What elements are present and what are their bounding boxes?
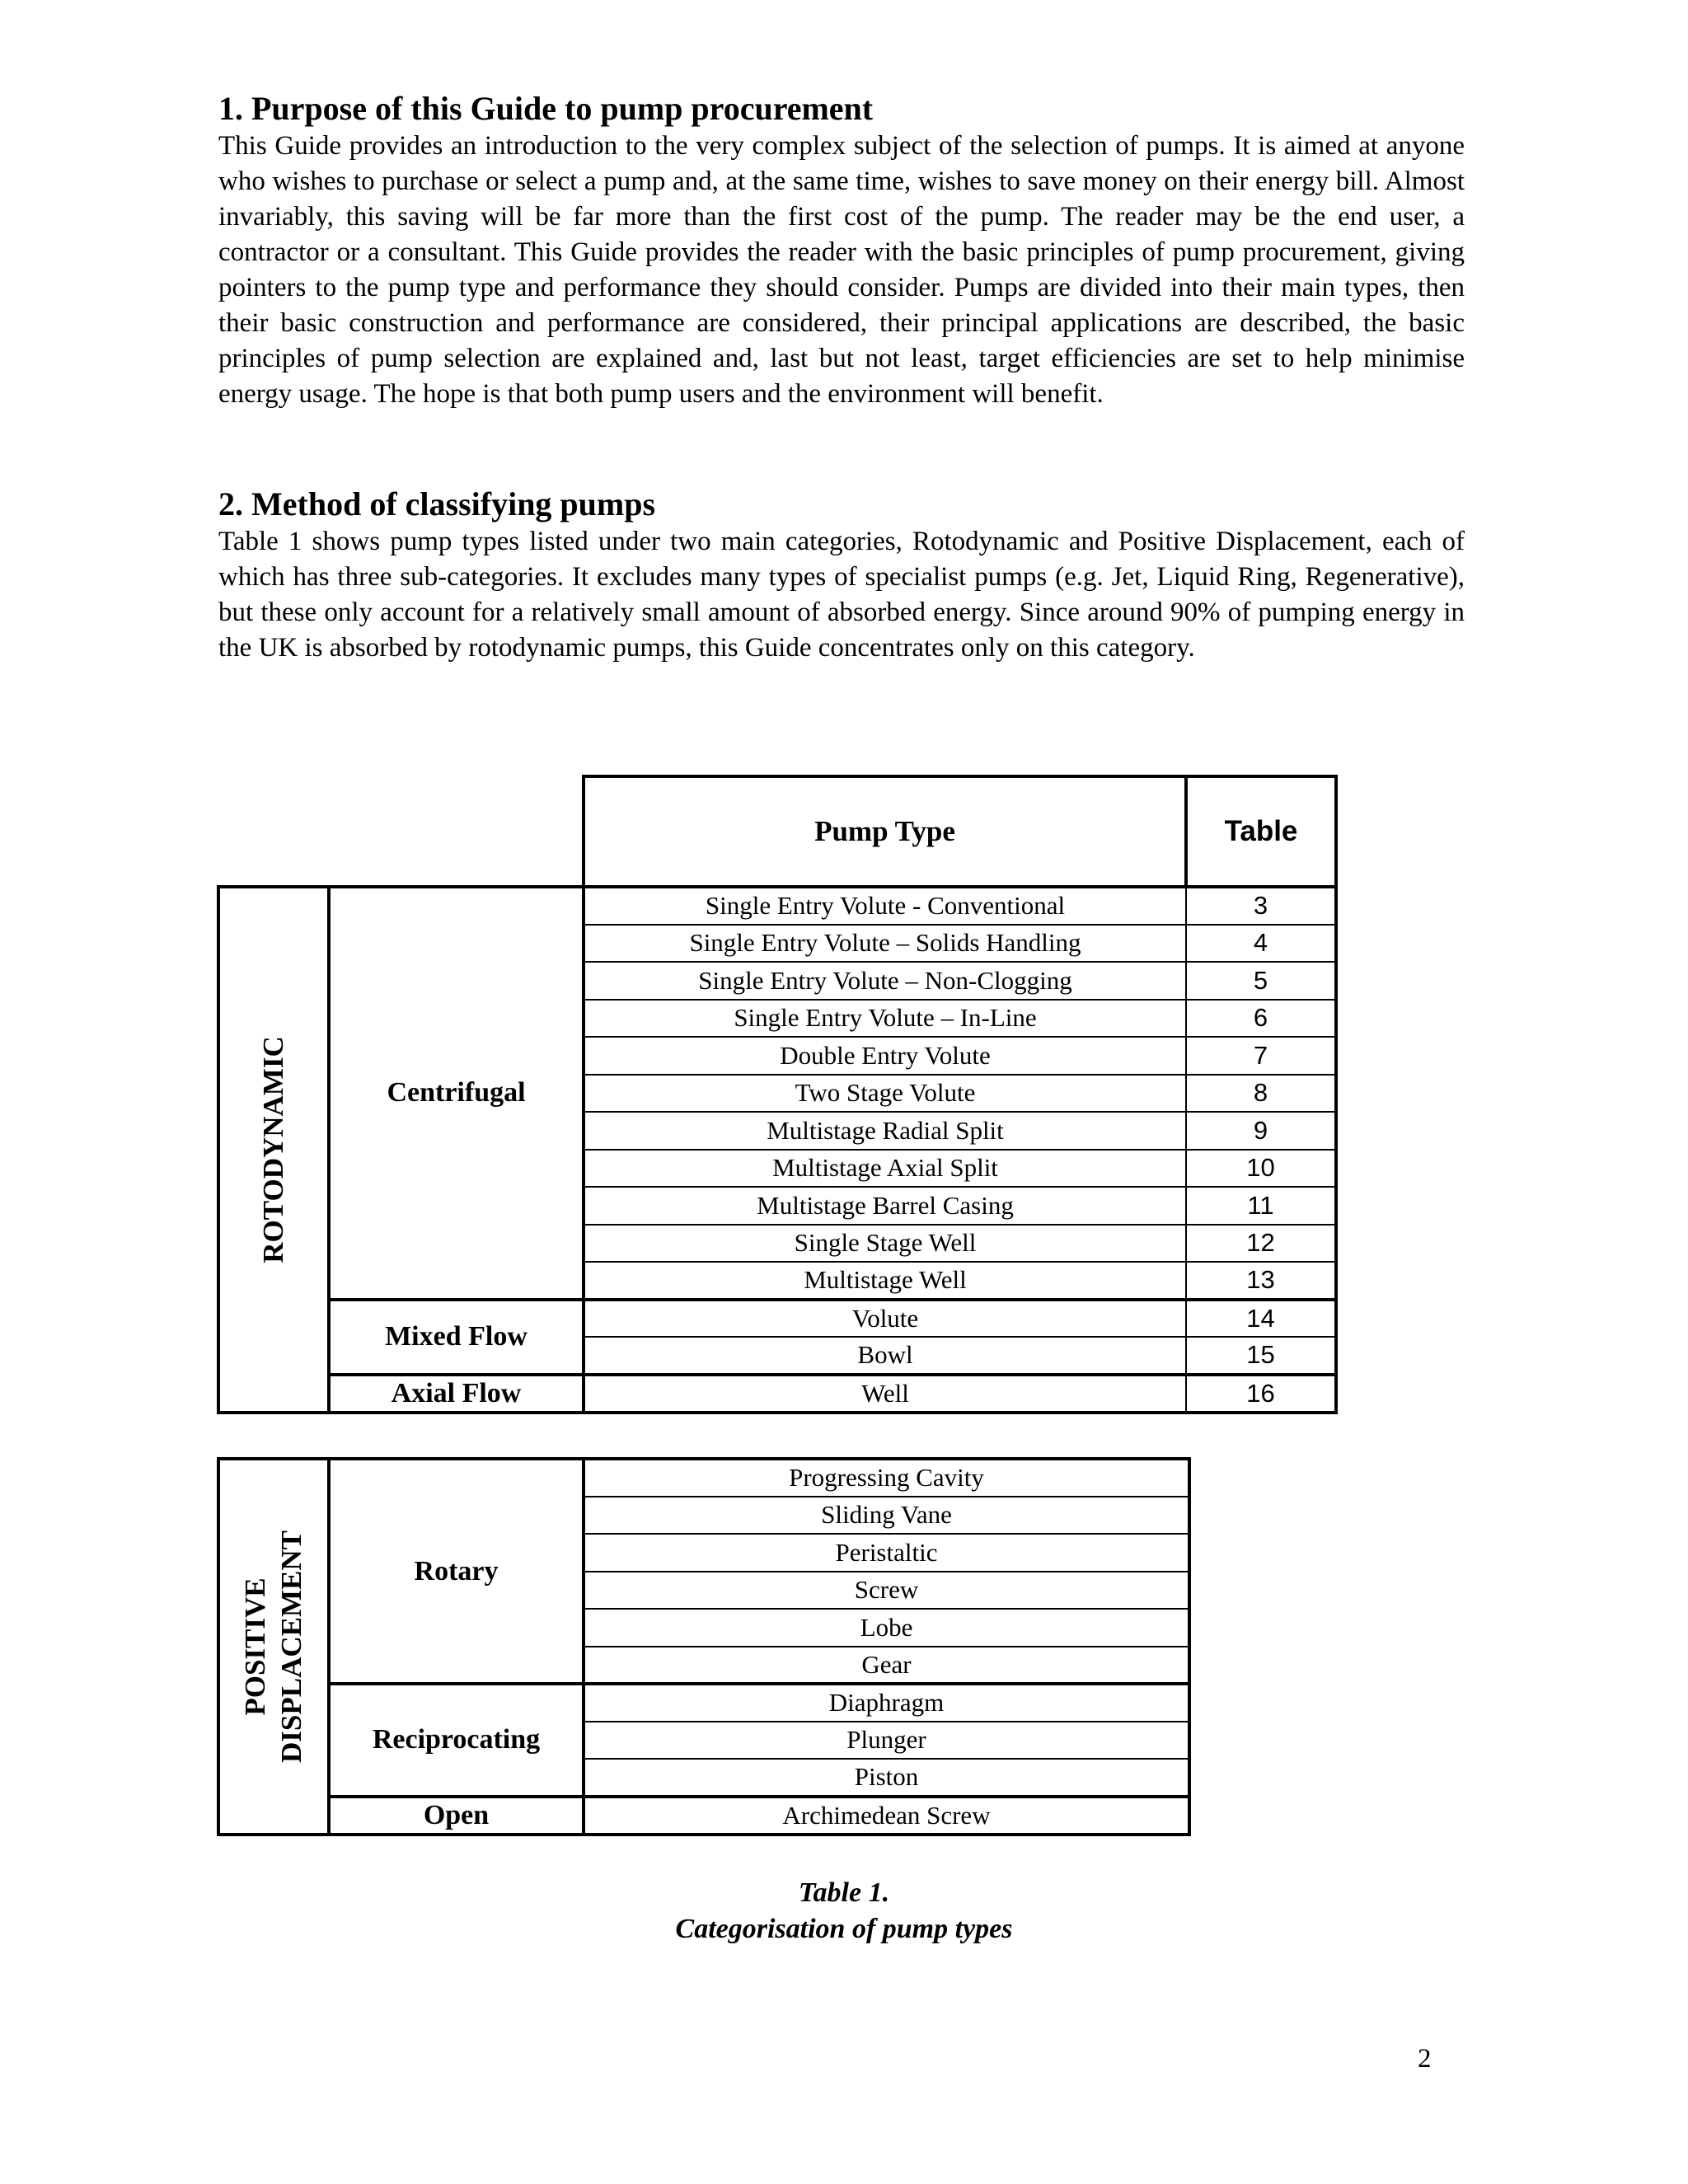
category-rotodynamic bbox=[218, 887, 329, 1413]
pump-type-cell: Volute bbox=[584, 1300, 1186, 1338]
pump-type-cell: Gear bbox=[584, 1647, 1189, 1685]
subcategory-label: Axial Flow bbox=[329, 1375, 584, 1413]
table-number-cell: 5 bbox=[1186, 962, 1336, 1000]
pump-type-cell: Bowl bbox=[584, 1337, 1186, 1375]
table-number-cell: 14 bbox=[1186, 1300, 1336, 1338]
table-number-cell: 9 bbox=[1186, 1112, 1336, 1150]
pump-type-cell: Sliding Vane bbox=[584, 1497, 1189, 1535]
category-label: ROTODYNAMIC bbox=[257, 1036, 289, 1263]
section-paragraph: Table 1 shows pump types listed under two main categories, Rotodynamic and Positive Displacement, each of which has three sub-categories. It excludes many types of specialist pumps (e.g. Jet, Liquid Ring, Regenerative), but these only account for a relatively small amount of absorbed energy. Since around 90% of pumping energy in the UK is absorbed by rotodynamic pumps, this Guide concentrates only on this category. bbox=[218, 527, 1465, 663]
section-paragraph: This Guide provides an introduction to the very complex subject of the selection of pumps. It is aimed at anyone who wishes to purchase or select a pump and, at the same time, wishes to save money on their energy bill. Almost invariably, this saving will be far more than the first cost of the pump. The reader may be the end user, a contractor or a consultant. This Guide provides the reader with the basic principles of pump procurement, giving pointers to the pump type and performance they should consider. Pumps are divided into their main types, then their basic construction and performance are considered, their principal applications are described, the basic principles of pump selection are explained and, last but not least, target efficiencies are set to help minimise energy usage. The hope is that both pump users and the environment will benefit. bbox=[218, 131, 1465, 409]
table-caption bbox=[0, 1875, 1688, 1947]
table-number-cell: 8 bbox=[1186, 1075, 1336, 1113]
subcategory-label: Rotary bbox=[329, 1459, 584, 1684]
category-positive-displacement bbox=[218, 1459, 329, 1835]
pump-type-cell: Multistage Barrel Casing bbox=[584, 1187, 1186, 1225]
table-row bbox=[218, 1300, 1336, 1338]
page-number: 2 bbox=[1418, 2044, 1432, 2074]
pump-type-cell: Progressing Cavity bbox=[584, 1459, 1189, 1497]
table-row bbox=[218, 1797, 1189, 1835]
table-row bbox=[218, 1375, 1336, 1413]
pump-type-cell: Multistage Radial Split bbox=[584, 1112, 1186, 1150]
rotodynamic-table bbox=[217, 775, 1338, 1414]
section-heading: 1. Purpose of this Guide to pump procurement bbox=[218, 90, 874, 127]
pump-type-cell: Multistage Axial Split bbox=[584, 1150, 1186, 1188]
table-number-cell: 3 bbox=[1186, 887, 1336, 925]
section-heading: 2. Method of classifying pumps bbox=[218, 485, 656, 523]
section-classifying bbox=[218, 485, 1465, 666]
pump-type-cell: Two Stage Volute bbox=[584, 1075, 1186, 1113]
pump-type-cell: Archimedean Screw bbox=[584, 1797, 1189, 1835]
section-purpose bbox=[218, 89, 1465, 412]
caption-title: Table 1. bbox=[798, 1877, 890, 1908]
pump-type-cell: Well bbox=[584, 1375, 1186, 1413]
subcategory-label: Centrifugal bbox=[329, 887, 584, 1300]
table-row bbox=[218, 1684, 1189, 1722]
pump-type-cell: Plunger bbox=[584, 1722, 1189, 1760]
positive-displacement-table bbox=[217, 1457, 1191, 1836]
table-number-cell: 10 bbox=[1186, 1150, 1336, 1188]
caption-subtitle: Categorisation of pump types bbox=[675, 1914, 1013, 1944]
table-number-cell: 15 bbox=[1186, 1337, 1336, 1375]
header-table: Table bbox=[1186, 776, 1336, 887]
table-number-cell: 11 bbox=[1186, 1187, 1336, 1225]
table-row bbox=[218, 1459, 1189, 1497]
pump-type-cell: Piston bbox=[584, 1759, 1189, 1797]
pump-type-cell: Peristaltic bbox=[584, 1534, 1189, 1572]
pump-type-cell: Single Stage Well bbox=[584, 1225, 1186, 1263]
table-number-cell: 12 bbox=[1186, 1225, 1336, 1263]
pump-type-cell: Diaphragm bbox=[584, 1684, 1189, 1722]
subcategory-label: Reciprocating bbox=[329, 1684, 584, 1797]
subcategory-label: Open bbox=[329, 1797, 584, 1835]
category-label bbox=[237, 1530, 310, 1763]
table-number-cell: 16 bbox=[1186, 1375, 1336, 1413]
table-number-cell: 13 bbox=[1186, 1262, 1336, 1300]
pump-type-cell: Single Entry Volute - Conventional bbox=[584, 887, 1186, 925]
table-number-cell: 6 bbox=[1186, 1000, 1336, 1038]
table-number-cell: 7 bbox=[1186, 1037, 1336, 1075]
category-label-line2: DISPLACEMENT bbox=[275, 1530, 307, 1763]
pump-type-cell: Double Entry Volute bbox=[584, 1037, 1186, 1075]
pump-type-cell: Single Entry Volute – Solids Handling bbox=[584, 925, 1186, 963]
header-pump-type: Pump Type bbox=[584, 776, 1186, 887]
pump-type-cell: Single Entry Volute – Non-Clogging bbox=[584, 962, 1186, 1000]
table-row bbox=[218, 887, 1336, 925]
subcategory-label: Mixed Flow bbox=[329, 1300, 584, 1375]
table-number-cell: 4 bbox=[1186, 925, 1336, 963]
category-label-line1: POSITIVE bbox=[239, 1577, 271, 1716]
pump-type-cell: Screw bbox=[584, 1572, 1189, 1610]
pump-type-cell: Lobe bbox=[584, 1609, 1189, 1647]
pump-type-cell: Single Entry Volute – In-Line bbox=[584, 1000, 1186, 1038]
pump-type-cell: Multistage Well bbox=[584, 1262, 1186, 1300]
